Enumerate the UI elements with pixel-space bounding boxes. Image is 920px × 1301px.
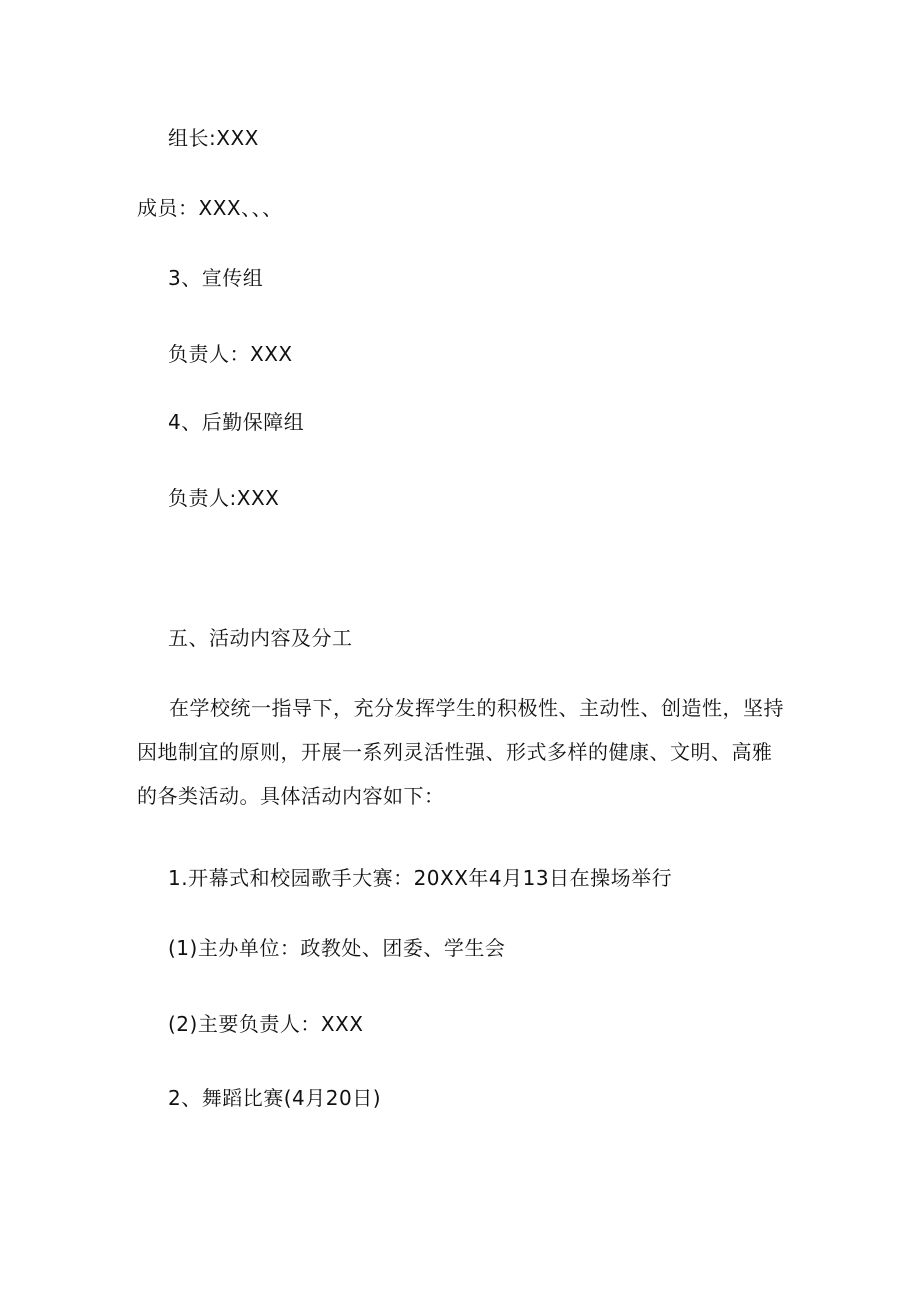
publicity-lead-line: 负责人：XXX [168,342,293,366]
dance-contest-item: 2、舞蹈比赛(4月20日) [168,1086,382,1110]
organizer-subitem: (1)主办单位：政教处、团委、学生会 [168,936,506,960]
logistics-group-heading: 4、后勤保障组 [168,410,305,434]
members-line: 成员：XXX、、、 [137,196,283,220]
logistics-lead-line: 负责人:XXX [168,486,280,510]
main-lead-subitem: (2)主要负责人：XXX [168,1012,364,1036]
intro-paragraph: 在学校统一指导下，充分发挥学生的积极性、主动性、创造性，坚持因地制宜的原则，开展一系列灵活性强、形式多样的健康、文明、高雅的各类活动。具体活动内容如下： [137,696,784,808]
publicity-group-heading: 3、宣传组 [168,266,264,290]
opening-ceremony-item: 1.开幕式和校园歌手大赛：20XX年4月13日在操场举行 [168,866,673,890]
group-leader-line: 组长:XXX [168,126,259,150]
section-five-heading: 五、活动内容及分工 [168,626,353,650]
